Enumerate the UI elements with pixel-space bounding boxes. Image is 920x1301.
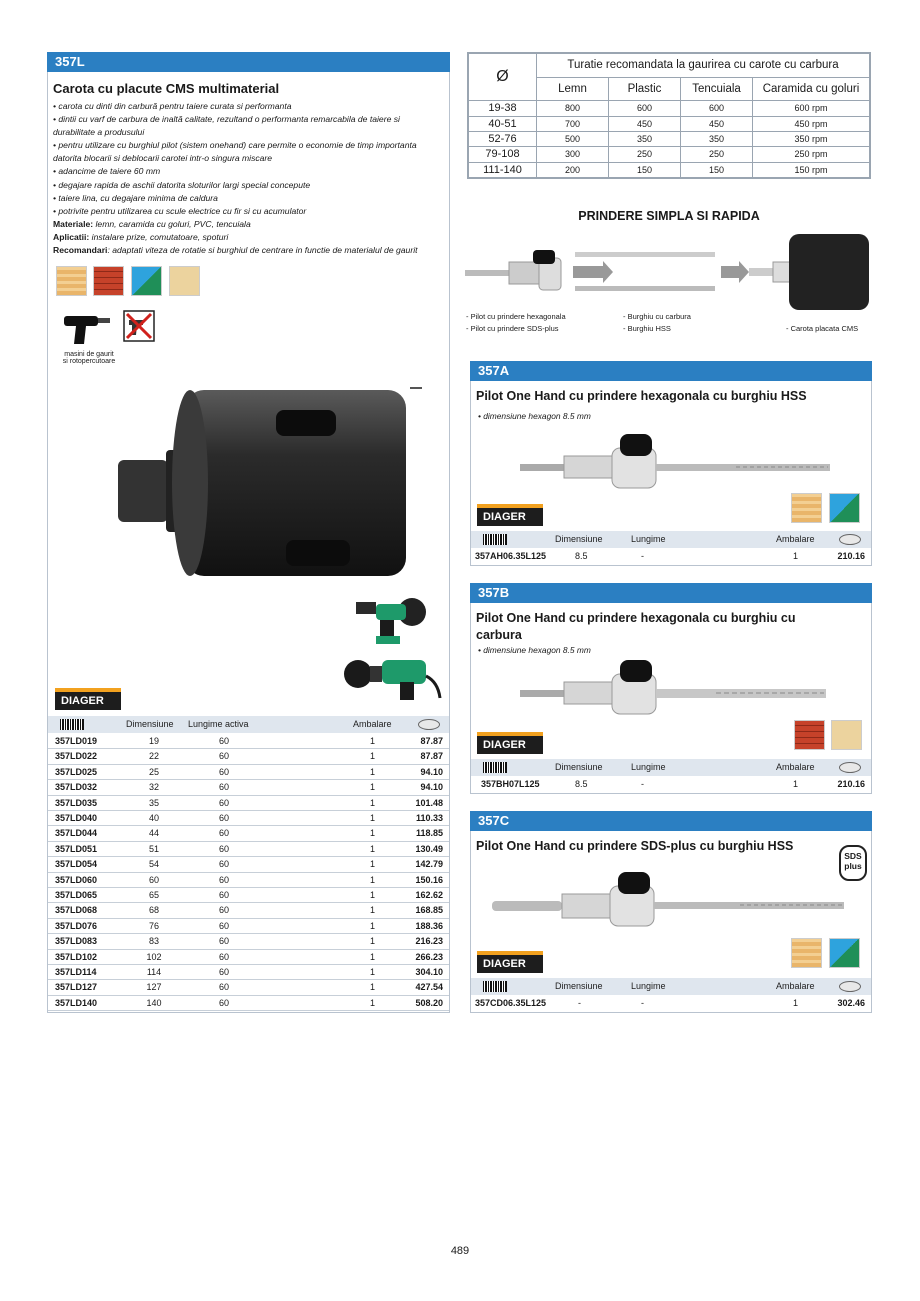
length-value: 60	[218, 828, 229, 839]
length-value: 60	[218, 982, 229, 993]
speed-value: 350	[609, 131, 681, 146]
price-value: 87.87	[420, 751, 443, 762]
speed-row	[469, 101, 870, 116]
feature-item: • potrivite pentru utilizarea cu scule electrice cu fir si cu acumulator	[53, 205, 307, 216]
materiale-value: lemn, caramida cu goluri, PVC, tencuiala	[93, 218, 251, 229]
table-row	[48, 888, 449, 903]
product-code: 357LD140	[55, 997, 98, 1008]
feature-item: • degajare rapida de aschii datorita sloturilor largi special concepute	[53, 179, 311, 190]
price-value: 210.16	[837, 779, 865, 789]
feature-item: durabilitate a produsului	[53, 127, 145, 138]
product-code: 357LD065	[55, 890, 98, 900]
product-code: 357CD06.35L125	[475, 998, 547, 1008]
length-value: 60	[218, 782, 229, 793]
table-row	[48, 796, 449, 811]
product-code: 357BH07L125	[481, 779, 540, 789]
caption-line: - Pilot cu prindere SDS-plus	[466, 324, 559, 333]
col-ambalare: Ambalare	[776, 762, 815, 772]
diameter-symbol: Ø	[469, 54, 537, 101]
length-value: 60	[218, 905, 229, 916]
price-value: 188.36	[415, 920, 443, 931]
product-code: 357LD040	[55, 813, 98, 823]
col-lungime-activa: Lungime activa	[188, 719, 249, 729]
col-dimensiune: Dimensiune	[555, 762, 603, 772]
page-number: 489	[450, 1245, 470, 1257]
aplicatii-label: Aplicatii:	[53, 231, 90, 242]
length-value: 60	[218, 797, 229, 808]
speed-value: 600	[609, 101, 681, 116]
table-row	[48, 765, 449, 780]
dimension-value: 140	[146, 997, 162, 1008]
speed-value: 300	[537, 147, 609, 162]
packaging-value: 1	[370, 736, 376, 746]
col-plastic: Plastic	[609, 77, 681, 101]
speed-row	[469, 131, 870, 146]
length-value: 60	[218, 890, 229, 900]
dimension-value: 40	[148, 813, 159, 823]
brick-material-icon	[794, 720, 825, 750]
product-code: 357LD102	[55, 951, 98, 962]
speed-value: 250 rpm	[753, 147, 870, 162]
col-lemn: Lemn	[537, 77, 609, 101]
no-hammer-drill-icon	[123, 310, 155, 342]
materiale-line	[53, 218, 445, 231]
speed-value: 350	[681, 131, 753, 146]
diameter-range: 19-38	[469, 101, 537, 116]
product-title: Pilot One Hand cu prindere hexagonala cu burghiu cu carbura	[476, 611, 796, 642]
table-header	[48, 716, 449, 733]
product-code: 357LD083	[55, 936, 98, 947]
hole-saw-image	[110, 380, 430, 590]
machine-caption	[54, 351, 124, 365]
price-value: 162.62	[415, 890, 443, 900]
dimension-value: 22	[148, 751, 159, 762]
pvc-material-icon	[829, 493, 860, 523]
pilot-hex-hss-image	[516, 430, 836, 498]
pilot-sds-hss-image	[490, 868, 850, 938]
quick-mount-diagram	[463, 232, 873, 312]
packaging-value: 1	[793, 551, 799, 561]
plaster-material-icon	[831, 720, 862, 750]
packaging-value: 1	[370, 874, 376, 885]
packaging-value: 1	[793, 998, 799, 1008]
dimension-value: 83	[148, 936, 159, 947]
packaging-value: 1	[370, 797, 376, 808]
packaging-value: 1	[370, 920, 376, 931]
feature-list	[53, 100, 445, 257]
dimension-value: 60	[148, 874, 159, 885]
col-lungime: Lungime	[631, 762, 666, 772]
diameter-range: 40-51	[469, 116, 537, 131]
speed-value: 800	[537, 101, 609, 116]
pilot-hex-carbide-image	[516, 656, 836, 724]
sds-label: SDS	[844, 851, 862, 861]
length-value: 60	[218, 859, 229, 870]
table-row	[48, 903, 449, 918]
caption-line: - Burghiu HSS	[623, 324, 671, 333]
dimension-value: -	[578, 998, 581, 1008]
speed-value: 600	[681, 101, 753, 116]
price-value: 110.33	[415, 813, 443, 823]
table-row	[48, 811, 449, 826]
price-value: 94.10	[420, 782, 443, 793]
barcode-icon	[60, 716, 84, 736]
speed-table	[467, 52, 871, 179]
section-header-357b: 357B	[470, 583, 872, 603]
product-code: 357LD025	[55, 766, 98, 777]
table-row	[48, 857, 449, 872]
price-value: 118.85	[415, 828, 443, 839]
length-value: -	[641, 551, 644, 561]
price-value: 508.20	[415, 997, 443, 1008]
col-dimensiune: Dimensiune	[555, 981, 603, 991]
wood-material-icon	[791, 938, 822, 968]
product-code: 357LD022	[55, 751, 98, 762]
price-value: 150.16	[415, 874, 443, 885]
recomandari-line	[53, 244, 445, 257]
diameter-range: 52-76	[469, 131, 537, 146]
table-row	[48, 965, 449, 980]
table-header	[471, 978, 871, 995]
speed-value: 200	[537, 162, 609, 177]
product-code: 357LD114	[55, 967, 97, 977]
product-code: 357LD060	[55, 874, 98, 885]
length-value: 60	[218, 874, 229, 885]
packaging-value: 1	[370, 828, 376, 839]
diameter-range: 79-108	[469, 147, 537, 162]
price-value: 101.48	[415, 797, 443, 808]
product-code: 357LD054	[55, 859, 98, 870]
table-row	[471, 548, 871, 565]
table-row	[48, 919, 449, 934]
packaging-value: 1	[793, 779, 799, 789]
feature-item: datorita blocarii si deblocarii carotei intr-o singura miscare	[53, 153, 273, 164]
speed-value: 350 rpm	[753, 131, 870, 146]
packaging-value: 1	[370, 936, 376, 947]
packaging-value: 1	[370, 843, 376, 854]
col-lungime: Lungime	[631, 981, 666, 991]
length-value: 60	[218, 843, 229, 854]
machine-caption-line: masini de gaurit	[64, 351, 114, 358]
table-row	[48, 749, 449, 764]
table-header	[471, 531, 871, 548]
col-caramida: Caramida cu goluri	[753, 77, 870, 101]
packaging-value: 1	[370, 982, 376, 993]
wood-material-icon	[56, 266, 87, 296]
aplicatii-value: instalare prize, comutatoare, spoturi	[89, 231, 229, 242]
col-tencuiala: Tencuiala	[681, 77, 753, 101]
price-value: 94.10	[420, 766, 443, 777]
price-value: 87.87	[420, 736, 443, 746]
machine-caption-line: si rotopercutoare	[62, 358, 116, 365]
length-value: 60	[218, 751, 229, 762]
table-row	[48, 780, 449, 795]
price-value: 266.23	[415, 951, 443, 962]
speed-value: 250	[609, 147, 681, 162]
table-row	[48, 934, 449, 949]
product-code: 357LD068	[55, 905, 98, 916]
table-row	[48, 734, 449, 749]
length-value: 60	[218, 920, 229, 931]
speed-value: 600 rpm	[753, 101, 870, 116]
dimension-value: 114	[146, 967, 162, 977]
length-value: 60	[218, 813, 229, 823]
wood-material-icon	[791, 493, 822, 523]
dimension-value: 19	[148, 736, 159, 746]
speed-row	[469, 147, 870, 162]
product-code: 357LD044	[55, 828, 98, 839]
brick-material-icon	[93, 266, 124, 296]
col-ambalare: Ambalare	[776, 534, 815, 544]
packaging-value: 1	[370, 905, 376, 916]
length-value: -	[641, 998, 644, 1008]
table-row	[471, 995, 871, 1012]
speed-value: 450	[681, 116, 753, 131]
speed-value: 700	[537, 116, 609, 131]
dimension-value: 44	[148, 828, 159, 839]
speed-value: 500	[537, 131, 609, 146]
speed-title: Turatie recomandata la gaurirea cu carote cu carbura	[537, 54, 870, 78]
feature-item: • dintii cu varf de carbura de inaltă calitate, rezultand o performanta remarcabila de taiere si	[53, 114, 400, 125]
packaging-value: 1	[370, 766, 376, 777]
length-value: 60	[218, 936, 229, 947]
mount-caption-pilots	[466, 311, 566, 335]
section-header-357c: 357C	[470, 811, 872, 831]
cordless-drill-image	[352, 596, 442, 646]
caption-line: - Burghiu cu carbura	[623, 312, 691, 321]
speed-value: 150	[681, 162, 753, 177]
length-value: 60	[218, 997, 229, 1008]
table-row	[48, 826, 449, 841]
dimension-value: 68	[148, 905, 159, 916]
section-header-357l: 357L	[47, 52, 450, 72]
aplicatii-line	[53, 231, 445, 244]
product-title: Pilot One Hand cu prindere hexagonala cu burghiu HSS	[476, 389, 807, 403]
diager-logo: DIAGER	[477, 508, 543, 526]
diager-logo: DIAGER	[55, 692, 121, 710]
length-value: 60	[218, 766, 229, 777]
product-code: 357LD127	[55, 982, 98, 993]
table-row	[48, 980, 449, 995]
mount-caption-bits	[623, 311, 691, 335]
col-dimensiune: Dimensiune	[126, 719, 174, 729]
prindere-title: PRINDERE SIMPLA SI RAPIDA	[578, 209, 760, 223]
length-value: 60	[218, 967, 229, 977]
packaging-value: 1	[370, 782, 376, 793]
length-value: 60	[218, 951, 229, 962]
price-value: 427.54	[415, 982, 443, 993]
packaging-value: 1	[370, 997, 376, 1008]
speed-row	[469, 162, 870, 177]
table-row	[471, 776, 871, 793]
recomandari-value: : adaptati viteza de rotatie si burghiul de centrare in functie de materialul de gaurit	[107, 245, 418, 256]
speed-value: 450 rpm	[753, 116, 870, 131]
packaging-value: 1	[370, 859, 376, 870]
price-value: 168.85	[415, 905, 443, 916]
packaging-value: 1	[370, 813, 376, 823]
dimension-value: 127	[146, 982, 162, 993]
product-code: 357LD076	[55, 920, 98, 931]
product-title: Carota cu placute CMS multimaterial	[53, 81, 280, 96]
rotary-hammer-image	[340, 652, 444, 702]
dimension-value: 32	[148, 782, 159, 793]
product-title: Pilot One Hand cu prindere SDS-plus cu burghiu HSS	[476, 839, 794, 853]
product-subtitle: • dimensiune hexagon 8.5 mm	[478, 411, 591, 421]
dimension-value: 35	[148, 797, 159, 808]
col-ambalare: Ambalare	[776, 981, 815, 991]
drill-icon	[62, 310, 114, 348]
col-dimensiune: Dimensiune	[555, 534, 603, 544]
product-code: 357LD051	[55, 843, 98, 854]
dimension-value: 51	[148, 843, 159, 854]
dimension-value: 8.5	[575, 551, 588, 561]
price-value: 210.16	[837, 551, 865, 561]
length-value: -	[641, 779, 644, 789]
speed-value: 450	[609, 116, 681, 131]
product-code: 357AH06.35L125	[475, 551, 547, 561]
product-subtitle: • dimensiune hexagon 8.5 mm	[478, 645, 591, 655]
dimension-value: 76	[148, 920, 159, 931]
table-header	[471, 759, 871, 776]
coins-icon	[418, 716, 440, 736]
dimension-value: 54	[148, 859, 159, 870]
recomandari-label: Recomandari	[53, 245, 108, 256]
sds-label: plus	[844, 861, 862, 871]
table-row	[48, 950, 449, 965]
materiale-label: Materiale:	[53, 218, 94, 229]
feature-item: • taiere lina, cu degajare minima de caldura	[53, 192, 218, 203]
diager-logo: DIAGER	[477, 736, 543, 754]
price-value: 304.10	[415, 967, 443, 977]
product-code: 357LD035	[55, 797, 98, 808]
diameter-range: 111-140	[469, 162, 537, 177]
dimension-value: 102	[146, 951, 162, 962]
table-row	[48, 996, 449, 1011]
feature-item: • adancime de taiere 60 mm	[53, 166, 161, 177]
caption-line: - Pilot cu prindere hexagonala	[466, 312, 566, 321]
packaging-value: 1	[370, 951, 376, 962]
price-value: 302.46	[837, 998, 865, 1008]
price-value: 216.23	[415, 936, 443, 947]
mount-caption-saw: - Carota placata CMS	[786, 324, 859, 333]
price-value: 142.79	[415, 859, 443, 870]
dimension-value: 65	[148, 890, 159, 900]
diager-logo: DIAGER	[477, 955, 543, 973]
packaging-value: 1	[370, 751, 376, 762]
packaging-value: 1	[370, 890, 376, 900]
pvc-material-icon	[131, 266, 162, 296]
pvc-material-icon	[829, 938, 860, 968]
packaging-value: 1	[370, 967, 376, 977]
section-header-357a: 357A	[470, 361, 872, 381]
col-ambalare: Ambalare	[353, 719, 392, 729]
feature-item: • pentru utilizare cu burghiul pilot (sistem onehand) care permite o economie de timp importanta	[53, 140, 417, 151]
speed-value: 150 rpm	[753, 162, 870, 177]
product-code: 357LD019	[55, 736, 98, 746]
col-lungime: Lungime	[631, 534, 666, 544]
length-value: 60	[218, 736, 229, 746]
dimension-value: 8.5	[575, 779, 588, 789]
plaster-material-icon	[169, 266, 200, 296]
product-code: 357LD032	[55, 782, 98, 793]
price-value: 130.49	[415, 843, 443, 854]
speed-value: 250	[681, 147, 753, 162]
feature-item: • carota cu dinti din carbură pentru taiere curata si performanta	[53, 101, 292, 111]
table-row	[48, 842, 449, 857]
speed-row	[469, 116, 870, 131]
speed-value: 150	[609, 162, 681, 177]
table-row	[48, 873, 449, 888]
dimension-value: 25	[148, 766, 159, 777]
